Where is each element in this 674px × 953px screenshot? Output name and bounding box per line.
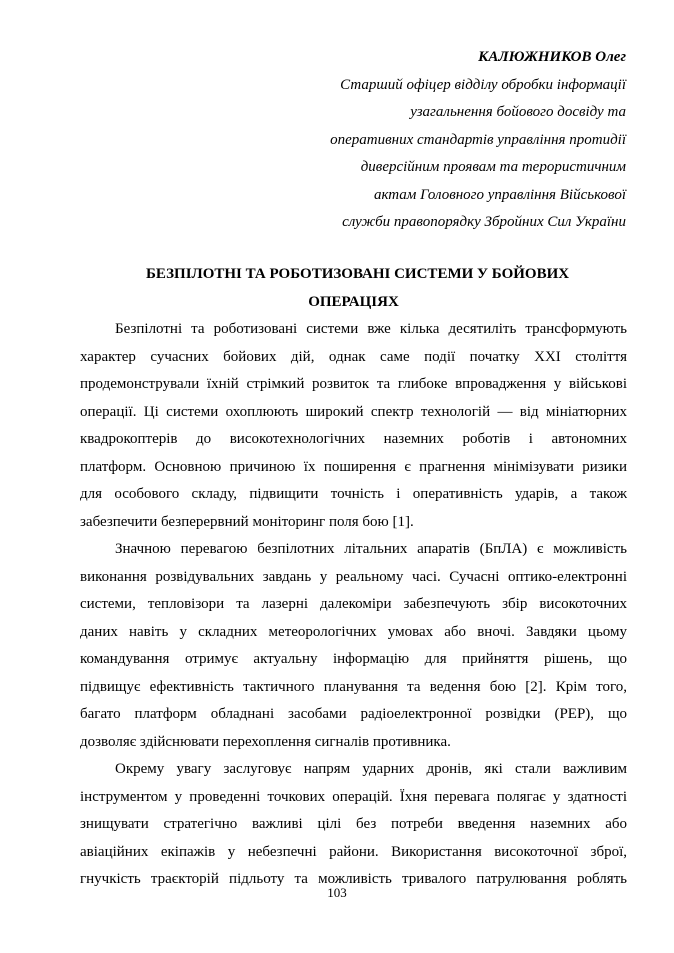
paragraph-line: даних навіть у складних метеорологічних умовах або вночі. Завдяки цьому (80, 623, 627, 640)
author-position-line: узагальнення бойового досвіду та (410, 104, 626, 120)
title-line: ОПЕРАЦІЯХ (308, 293, 399, 310)
author-position-line: актам Головного управління Військової (373, 186, 626, 203)
paragraph-line: дозволяє здійснювати перехоплення сигналів противника. (80, 733, 451, 750)
author-position-line: Старший офіцер відділу обробки інформації (340, 76, 626, 93)
paragraph-line: знищувати стратегічно важливі цілі без потреби введення наземних або (80, 816, 627, 832)
author-position-line: диверсійним проявам та терористичним (360, 159, 626, 175)
paragraph-line: операції. Ці системи охоплюють широкий спектр технологій — від мініатюрних (80, 403, 627, 420)
paragraph-line: квадрокоптерів до високотехнологічних наземних роботів і автономних (80, 431, 627, 447)
paragraph-line: платформ. Основною причиною їх поширення є прагнення мінімізувати ризики (80, 458, 627, 475)
paragraph-line: для особового складу, підвищити точність і оперативність ударів, а також (80, 486, 627, 502)
author-position-line: служби правопорядку Збройних Сил України (342, 214, 626, 230)
author-position-line: оперативних стандартів управління протидії (330, 131, 626, 148)
paragraph-line: авіаційних екіпажів у небезпечні райони. Використання високоточної зброї, (80, 843, 627, 860)
author-name: КАЛЮЖНИКОВ Олег (478, 49, 626, 65)
paragraph-line: системи, тепловізори та лазерні далекоміри забезпечують збір високоточних (80, 596, 627, 612)
author-block (226, 44, 626, 237)
paragraph-line: багато платформ обладнані засобами радіоелектронної розвідки (РЕР), що (80, 706, 627, 722)
paragraph-line: командування отримує актуальну інформацію для прийняття рішень, що (80, 651, 627, 667)
paragraph-line: характер сучасних бойових дій, однак саме події початку XXI століття (80, 348, 627, 365)
body-paragraph (80, 756, 627, 894)
page-number: 103 (327, 885, 347, 900)
paragraph-line: гнучкість траєкторій підльоту та можливість тривалого патрулювання роблять (80, 871, 627, 887)
body-paragraph (80, 316, 627, 536)
body-paragraph (80, 536, 627, 756)
paragraph-line: інструментом у проведенні точкових операцій. Їхня перевага полягає у здатності (80, 788, 627, 805)
paragraph-line: виконання розвідувальних завдань у реальному часі. Сучасні оптико-електронні (80, 568, 627, 585)
paragraph-line: продемонстрували їхній стрімкий розвиток та глибоке впровадження у військові (80, 376, 627, 392)
paragraph-line: Безпілотні та роботизовані системи вже кілька десятиліть трансформують (115, 321, 627, 337)
article-title (80, 261, 627, 316)
title-line: БЕЗПІЛОТНІ ТА РОБОТИЗОВАНІ СИСТЕМИ У БОЙОВИХ (146, 266, 570, 282)
paragraph-line: Значною перевагою безпілотних літальних апаратів (БпЛА) є можливість (115, 541, 627, 557)
article-body (80, 316, 627, 894)
paragraph-line: підвищує ефективність тактичного планування та ведення бою [2]. Крім того, (80, 678, 627, 695)
paragraph-line: Окрему увагу заслуговує напрям ударних дронів, які стали важливим (115, 761, 627, 777)
paragraph-line: забезпечити безперервний моніторинг поля бою [1]. (80, 513, 414, 530)
